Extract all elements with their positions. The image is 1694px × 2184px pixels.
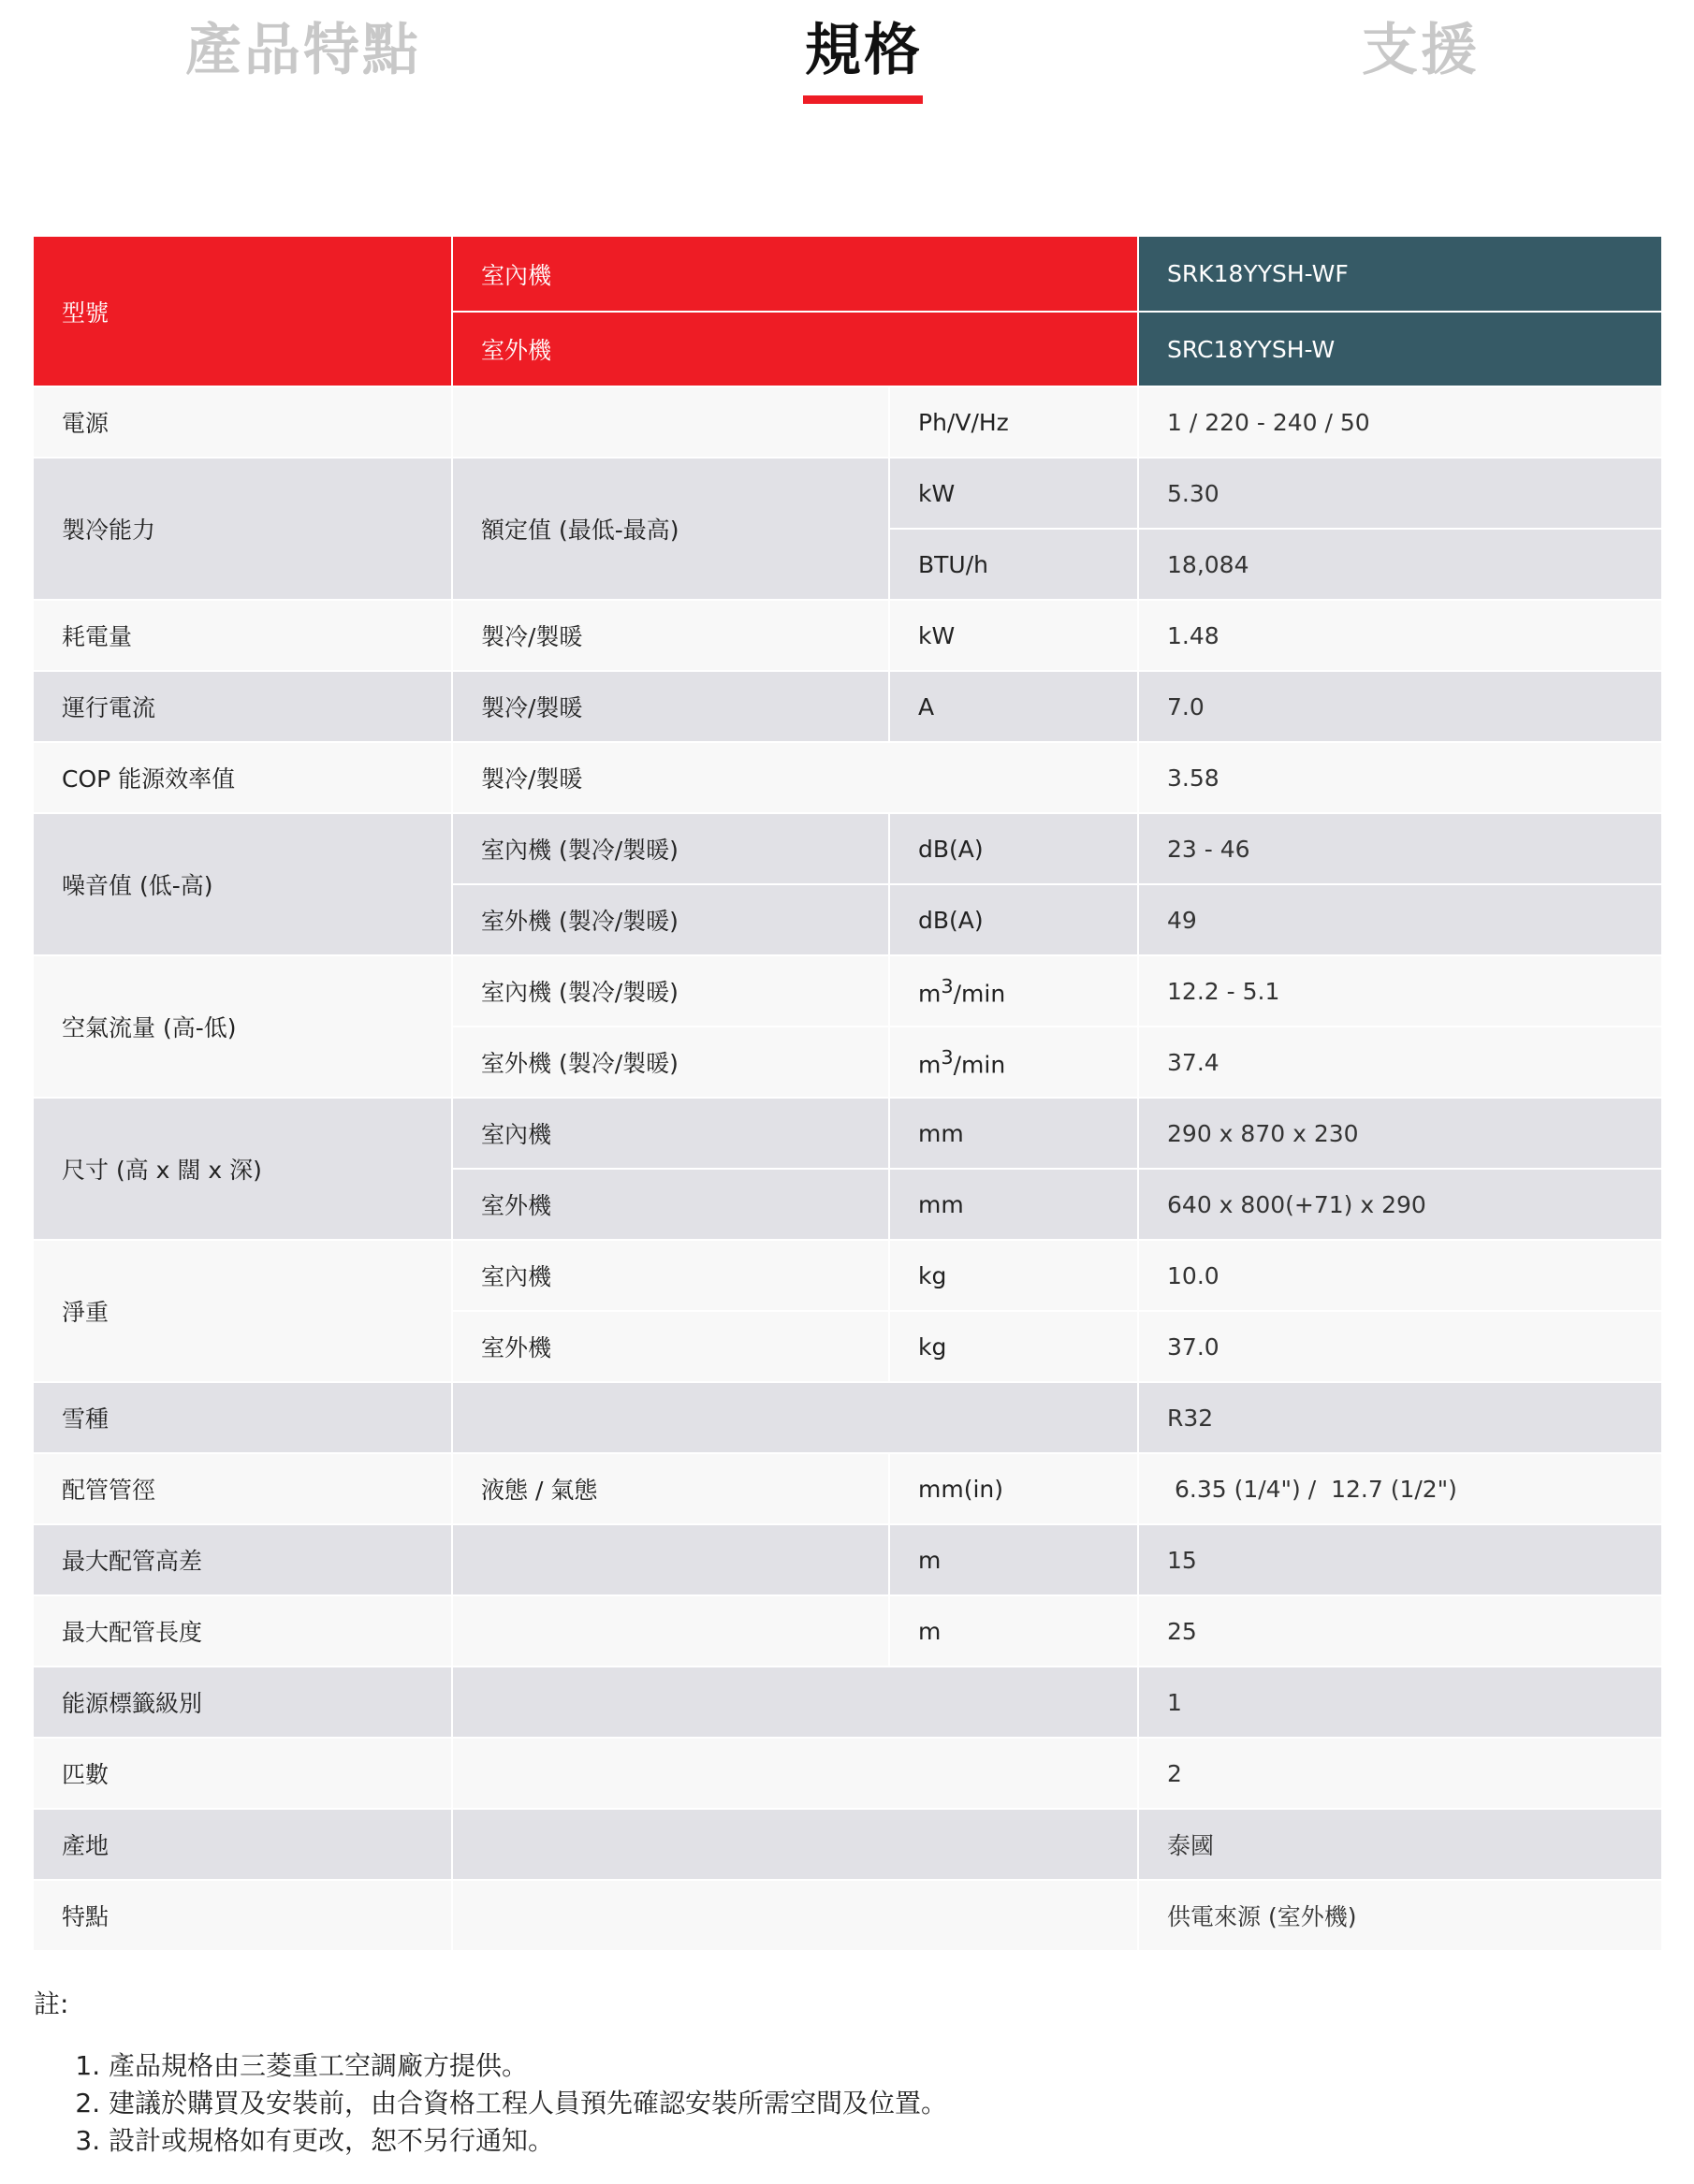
spec-label: 淨重: [34, 1240, 452, 1382]
spec-unit: dB(A): [889, 884, 1138, 955]
spec-sub: 額定值 (最低-最高): [452, 458, 889, 600]
spec-value: 15: [1138, 1524, 1661, 1595]
tab-support[interactable]: 支援: [1362, 18, 1480, 83]
spec-unit: kW: [889, 458, 1138, 529]
spec-label: 特點: [34, 1880, 452, 1951]
model-label: 型號: [34, 237, 452, 386]
spec-label: 噪音值 (低-高): [34, 813, 452, 955]
tab-features[interactable]: 產品特點: [185, 18, 421, 83]
spec-label: 產地: [34, 1809, 452, 1880]
unit-tail: /min: [953, 1051, 1006, 1079]
spec-sub: 室外機: [452, 1169, 889, 1240]
spec-value: 12.2 - 5.1: [1138, 955, 1661, 1026]
spec-unit: kW: [889, 600, 1138, 671]
spec-value: 37.4: [1138, 1026, 1661, 1098]
table-row-feature: [34, 1880, 1661, 1951]
table-row-max-height: [34, 1524, 1661, 1595]
spec-value: 25: [1138, 1595, 1661, 1667]
unit-base: m: [918, 980, 942, 1008]
indoor-model-value: SRK18YYSH-WF: [1138, 237, 1661, 312]
table-row-refrigerant: [34, 1382, 1661, 1453]
spec-unit: mm(in): [889, 1453, 1138, 1524]
spec-label: 耗電量: [34, 600, 452, 671]
table-row-size-indoor: [34, 1098, 1661, 1169]
spec-sub-empty: [452, 386, 889, 458]
table-row-consumption: [34, 600, 1661, 671]
spec-unit: Ph/V/Hz: [889, 386, 1138, 458]
spec-unit: mm: [889, 1169, 1138, 1240]
spec-unit: mm: [889, 1098, 1138, 1169]
spec-value: 3.58: [1138, 742, 1661, 813]
spec-value: 23 - 46: [1138, 813, 1661, 884]
table-row-cop: [34, 742, 1661, 813]
spec-unit: m: [889, 1524, 1138, 1595]
table-row-airflow-indoor: [34, 955, 1661, 1026]
spec-label: 尺寸 (高 x 闊 x 深): [34, 1098, 452, 1240]
unit-superscript: 3: [941, 974, 954, 997]
spec-label: 運行電流: [34, 671, 452, 742]
note-item: 2. 建議於購買及安裝前，由合資格工程人員預先確認安裝所需空間及位置。: [109, 2085, 947, 2122]
spec-value: 7.0: [1138, 671, 1661, 742]
table-row-model-indoor: [34, 237, 1661, 312]
spec-sub-empty: [452, 1809, 1138, 1880]
spec-sub-empty: [452, 1667, 1138, 1738]
spec-sub-empty: [452, 1524, 889, 1595]
spec-label: 匹數: [34, 1738, 452, 1809]
active-tab-underline: [803, 95, 923, 104]
tab-specifications[interactable]: 規格: [805, 18, 923, 83]
spec-sub-empty: [452, 1382, 1138, 1453]
indoor-unit-label: 室內機: [452, 237, 1138, 312]
spec-sub-empty: [452, 1880, 1138, 1951]
outdoor-model-value: SRC18YYSH-W: [1138, 312, 1661, 386]
table-row-energy-label: [34, 1667, 1661, 1738]
spec-value: 640 x 800(+71) x 290: [1138, 1169, 1661, 1240]
spec-value: 泰國: [1138, 1809, 1661, 1880]
table-row-weight-indoor: [34, 1240, 1661, 1311]
table-row-noise-indoor: [34, 813, 1661, 884]
spec-label: 能源標籤級別: [34, 1667, 452, 1738]
spec-unit: dB(A): [889, 813, 1138, 884]
note-item: 1. 產品規格由三菱重工空調廠方提供。: [109, 2047, 947, 2085]
spec-label: 配管管徑: [34, 1453, 452, 1524]
table-row-hp: [34, 1738, 1661, 1809]
spec-sub: 製冷/製暖: [452, 600, 889, 671]
spec-sub: 室內機: [452, 1240, 889, 1311]
spec-sub: 製冷/製暖: [452, 742, 1138, 813]
table-row-current: [34, 671, 1661, 742]
spec-unit: m: [889, 1595, 1138, 1667]
spec-value: 18,084: [1138, 529, 1661, 600]
spec-value: 1.48: [1138, 600, 1661, 671]
spec-label: 雪種: [34, 1382, 452, 1453]
notes-list: [34, 2047, 947, 2160]
spec-label: 電源: [34, 386, 452, 458]
note-item: 3. 設計或規格如有更改，恕不另行通知。: [109, 2122, 947, 2160]
spec-label: 空氣流量 (高-低): [34, 955, 452, 1098]
table-row-power: [34, 386, 1661, 458]
table-row-origin: [34, 1809, 1661, 1880]
spec-sub: 室內機 (製冷/製暖): [452, 955, 889, 1026]
unit-superscript: 3: [941, 1045, 954, 1069]
spec-unit: A: [889, 671, 1138, 742]
spec-tabs: [0, 0, 1694, 112]
unit-tail: /min: [953, 980, 1006, 1008]
spec-label: 最大配管高差: [34, 1524, 452, 1595]
outdoor-unit-label: 室外機: [452, 312, 1138, 386]
notes-title: 註:: [34, 1988, 69, 2019]
spec-sub: 室內機: [452, 1098, 889, 1169]
spec-value: 1 / 220 - 240 / 50: [1138, 386, 1661, 458]
spec-value: 1: [1138, 1667, 1661, 1738]
spec-label: 最大配管長度: [34, 1595, 452, 1667]
spec-unit: BTU/h: [889, 529, 1138, 600]
unit-base: m: [918, 1051, 942, 1079]
spec-unit: [889, 1026, 1138, 1098]
spec-value: 2: [1138, 1738, 1661, 1809]
spec-value: 供電來源 (室外機): [1138, 1880, 1661, 1951]
spec-unit: [889, 955, 1138, 1026]
spec-sub: 製冷/製暖: [452, 671, 889, 742]
spec-unit: kg: [889, 1240, 1138, 1311]
notes-section: [34, 1984, 947, 2160]
spec-value: R32: [1138, 1382, 1661, 1453]
spec-sub: 室內機 (製冷/製暖): [452, 813, 889, 884]
spec-table: [34, 237, 1661, 1952]
spec-value: 5.30: [1138, 458, 1661, 529]
spec-sub: 室外機 (製冷/製暖): [452, 884, 889, 955]
spec-sub: 室外機 (製冷/製暖): [452, 1026, 889, 1098]
spec-sub-empty: [452, 1738, 1138, 1809]
spec-sub: 室外機: [452, 1311, 889, 1382]
table-row-pipe: [34, 1453, 1661, 1524]
spec-label: 製冷能力: [34, 458, 452, 600]
spec-value: 290 x 870 x 230: [1138, 1098, 1661, 1169]
spec-sub-empty: [452, 1595, 889, 1667]
spec-value: 37.0: [1138, 1311, 1661, 1382]
spec-unit: kg: [889, 1311, 1138, 1382]
spec-label: COP 能源效率值: [34, 742, 452, 813]
spec-value: 6.35 (1/4") / 12.7 (1/2"): [1138, 1453, 1661, 1524]
spec-value: 10.0: [1138, 1240, 1661, 1311]
table-row-max-length: [34, 1595, 1661, 1667]
spec-sub: 液態 / 氣態: [452, 1453, 889, 1524]
table-row-cooling: [34, 458, 1661, 529]
spec-value: 49: [1138, 884, 1661, 955]
